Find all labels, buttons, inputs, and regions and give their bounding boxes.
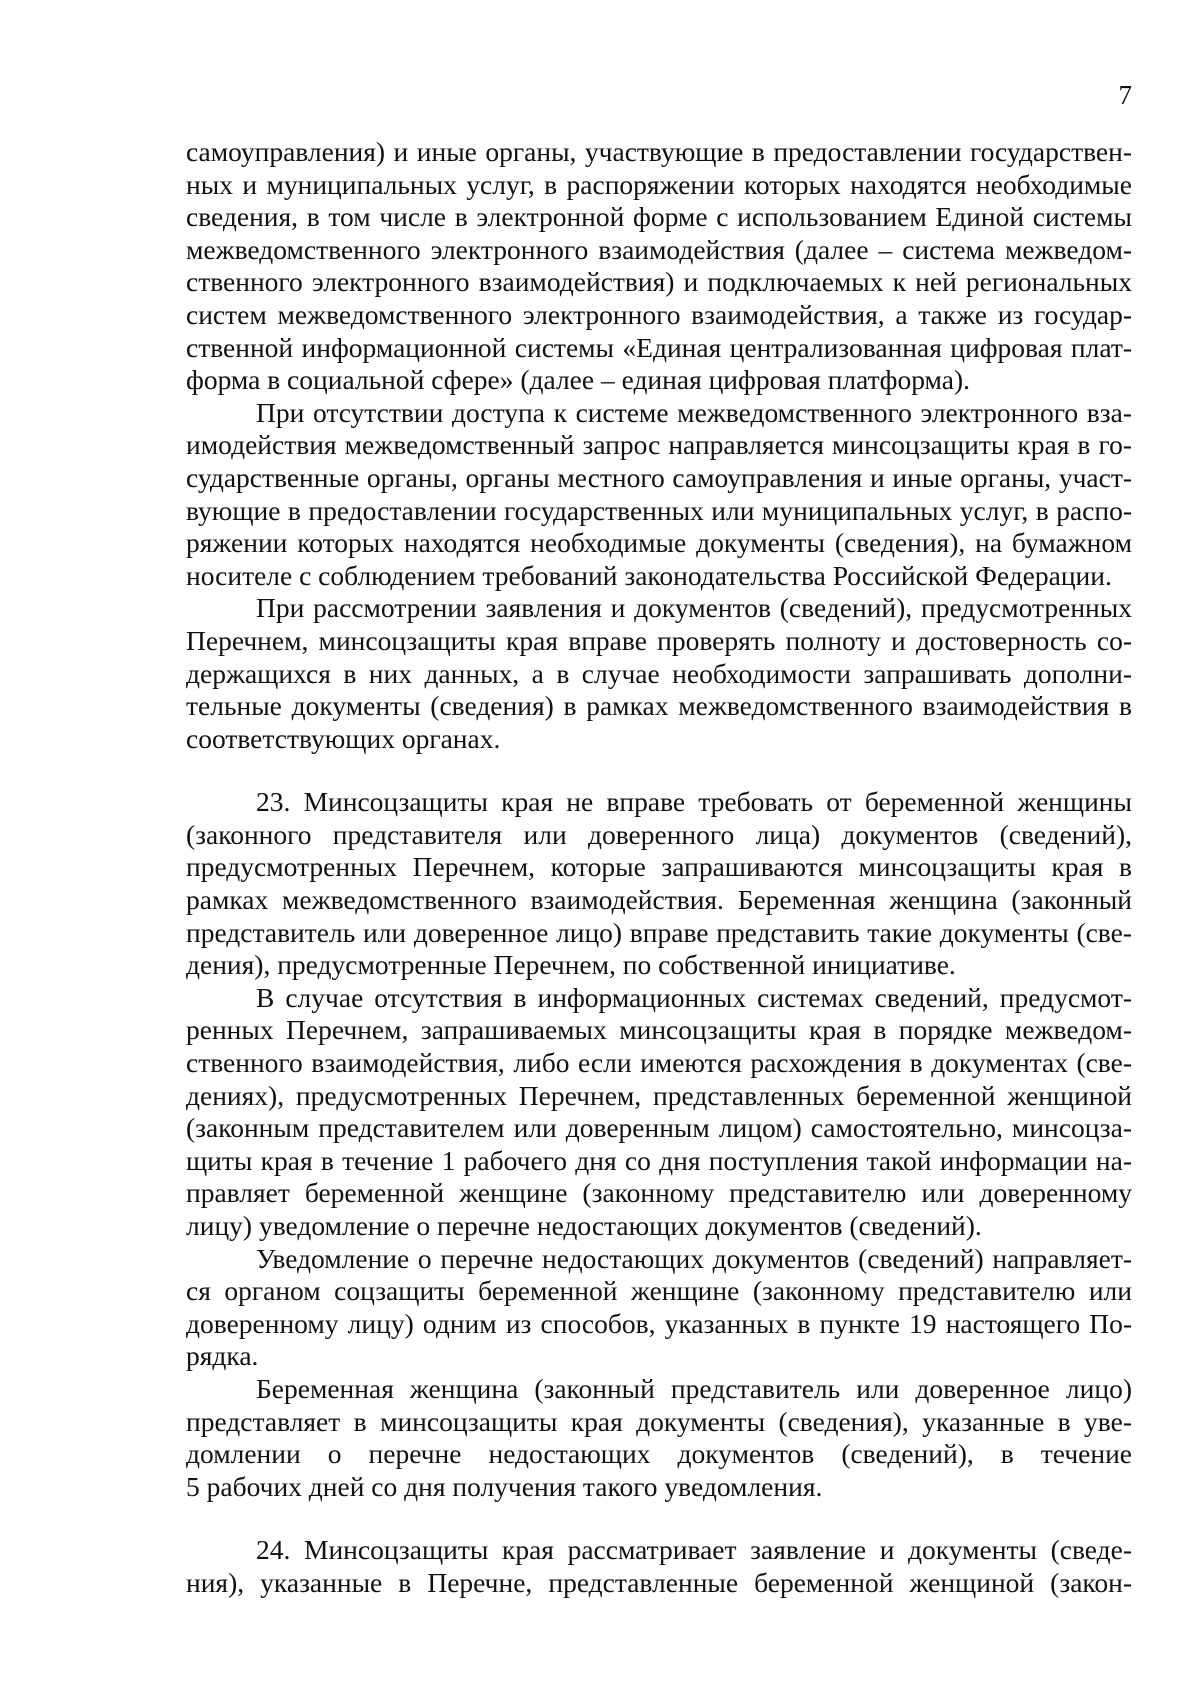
text-line: представитель или доверенное лицо) вправе представить такие документы (све- (186, 916, 1132, 948)
text-line: ряжении которых находятся необходимые документы (сведения), на бумажном (186, 527, 1132, 559)
paragraph-p3 (186, 786, 1132, 982)
paragraph-p4 (186, 982, 1132, 1243)
paragraph-p1 (186, 397, 1132, 593)
paragraph-gap (186, 755, 1132, 786)
text-line: 23. Минсоцзащиты края не вправе требовать от беременной женщины (256, 786, 1132, 818)
text-line: имодействия межведомственный запрос направляется минсоцзащиты края в го- (186, 429, 1132, 461)
text-line: ния), указанные в Перечне, представленные беременной женщиной (закон- (186, 1566, 1132, 1598)
text-line: сударственные органы, органы местного самоуправления и иные органы, участ- (186, 461, 1132, 493)
text-line: предусмотренных Перечнем, которые запрашиваются минсоцзащиты края в (186, 851, 1132, 883)
text-line: межведомственного электронного взаимодействия (далее – система межведом- (186, 233, 1132, 265)
text-line: носителе с соблюдением требований законодательства Российской Федерации. (186, 559, 1112, 591)
text-line: дениях), предусмотренных Перечнем, представленных беременной женщиной (186, 1079, 1132, 1111)
text-line: При отсутствии доступа к системе межведомственного электронного вза- (256, 396, 1132, 428)
paragraph-p5 (186, 1243, 1132, 1373)
text-line: лицу) уведомление о перечне недостающих документов (сведений). (186, 1210, 982, 1241)
text-line: ных и муниципальных услуг, в распоряжении которых находятся необходимые (186, 168, 1132, 200)
text-line: ственного взаимодействия, либо если имеются расхождения в документах (све- (186, 1047, 1132, 1079)
text-line: рядка. (186, 1340, 259, 1372)
text-line: (законным представителем или доверенным лицом) самостоятельно, минсоцза- (186, 1112, 1132, 1144)
text-line: рамках межведомственного взаимодействия. Беременная женщина (законный (186, 884, 1132, 916)
text-line: соответствующих органах. (186, 722, 501, 754)
text-line: (законного представителя или доверенного лица) документов (сведений), (186, 818, 1132, 850)
text-line: сведения, в том числе в электронной форме с использованием Единой системы (186, 201, 1132, 233)
paragraph-p0 (186, 136, 1132, 397)
text-line: систем межведомственного электронного взаимодействия, а также из государ- (186, 298, 1132, 330)
text-line: Перечнем, минсоцзащиты края вправе проверять полноту и достоверность со- (186, 624, 1132, 656)
text-line: форма в социальной сфере» (далее – единая цифровая платформа). (186, 364, 971, 396)
text-line: тельные документы (сведения) в рамках межведомственного взаимодействия в (186, 690, 1132, 722)
text-line: При рассмотрении заявления и документов (сведений), предусмотренных (256, 592, 1132, 624)
text-line: доверенному лицу) одним из способов, указанных в пункте 19 настоящего По- (186, 1307, 1132, 1339)
paragraph-p7 (186, 1534, 1132, 1599)
paragraph-gap (186, 1503, 1132, 1534)
text-line: домлении о перечне недостающих документов (сведений), в течение (186, 1438, 1132, 1470)
text-line: держащихся в них данных, а в случае необходимости запрашивать дополни- (186, 657, 1132, 689)
document-body (186, 136, 1132, 1600)
text-line: В случае отсутствия в информационных системах сведений, предусмот- (256, 981, 1132, 1013)
text-line: правляет беременной женщине (законному представителю или доверенному (186, 1177, 1132, 1209)
text-line: щиты края в течение 1 рабочего дня со дня поступления такой информации на- (186, 1144, 1132, 1176)
paragraph-p2 (186, 592, 1132, 755)
text-line: 5 рабочих дней со дня получения такого уведомления. (186, 1470, 823, 1502)
page-number: 7 (1118, 80, 1132, 110)
text-line: ся органом соцзащиты беременной женщине (законному представителю или (186, 1275, 1132, 1307)
text-line: ственной информационной системы «Единая централизованная цифровая плат- (186, 331, 1132, 363)
text-line: представляет в минсоцзащиты края документы (сведения), указанные в уве- (186, 1405, 1132, 1437)
text-line: самоуправления) и иные органы, участвующие в предоставлении государствен- (186, 136, 1132, 167)
text-line: Уведомление о перечне недостающих документов (сведений) направляет- (256, 1242, 1132, 1274)
text-line: ственного электронного взаимодействия) и подключаемых к ней региональных (186, 266, 1132, 298)
text-line: Беременная женщина (законный представитель или доверенное лицо) (256, 1372, 1132, 1404)
paragraph-p6 (186, 1373, 1132, 1503)
text-line: 24. Минсоцзащиты края рассматривает заявление и документы (сведе- (256, 1534, 1132, 1566)
text-line: вующие в предоставлении государственных или муниципальных услуг, в распо- (186, 494, 1132, 526)
text-line: дения), предусмотренные Перечнем, по собственной инициативе. (186, 949, 956, 981)
text-line: ренных Перечнем, запрашиваемых минсоцзащиты края в порядке межведом- (186, 1014, 1132, 1046)
